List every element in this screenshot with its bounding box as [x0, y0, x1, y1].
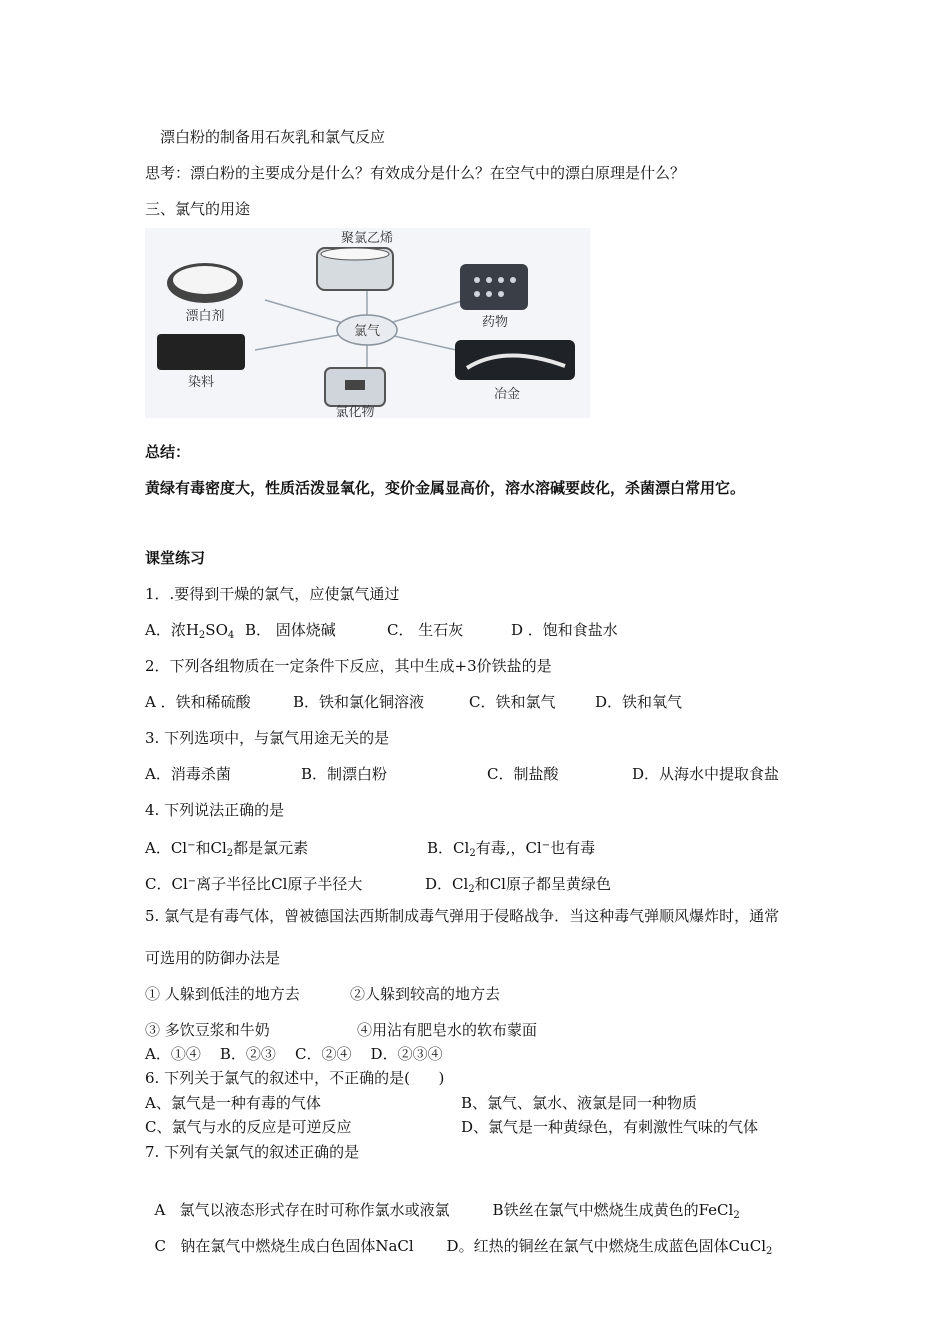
summary-text: 黄绿有毒密度大，性质活泼显氧化，变价金属显高价，溶水溶碱要歧化，杀菌漂白常用它。 — [145, 479, 746, 497]
q3-options — [145, 764, 779, 784]
metallurgy-image — [455, 340, 575, 380]
q5-statement-3: ③ 多饮豆浆和牛奶 — [145, 1021, 270, 1039]
q4-option-b: B．$Cl_2$有毒,，Cl−也有毒 — [427, 839, 596, 859]
q6-options-ab — [145, 1093, 697, 1113]
q1-option-c: C． 生石灰 — [387, 621, 464, 639]
q4-option-c: C．Cl−离子半径比Cl原子半径大 — [145, 875, 363, 893]
q4-options-ab — [145, 836, 595, 864]
practice-title: 课堂练习 — [145, 549, 206, 567]
q7-options-cd — [145, 1216, 772, 1262]
q2-options — [145, 692, 682, 712]
q6-option-b: B、氯气、氯水、液氯是同一种物质 — [461, 1094, 698, 1112]
label-top-left: 漂白剂 — [185, 309, 225, 324]
q5-statement-2: ②人躲到较高的地方去 — [350, 985, 501, 1003]
q2-option-b: B．铁和氯化铜溶液 — [293, 693, 425, 711]
q6-stem: 6. 下列关于氯气的叙述中，不正确的是( ) — [145, 1069, 445, 1087]
q6-option-d: D、氯气是一种黄绿色，有刺激性气味的气体 — [461, 1118, 759, 1136]
label-right: 冶金 — [493, 387, 521, 402]
q6-options-cd — [145, 1117, 758, 1137]
q4-options-cd — [145, 872, 611, 900]
think-question: 思考：漂白粉的主要成分是什么？有效成分是什么？在空气中的漂白原理是什么？ — [145, 164, 686, 182]
q7-option-d: D。红热的铜丝在氯气中燃烧生成蓝色固体CuCl$_2$ — [446, 1237, 773, 1257]
q7-option-b: B铁丝在氯气中燃烧生成黄色的FeCl$_2$ — [492, 1201, 740, 1221]
q1-option-b: B． 固体烧碱 — [245, 621, 336, 639]
q4-option-a: A．Cl−和$Cl_2$都是氯元素 — [145, 839, 309, 859]
label-top: 聚氯乙烯 — [340, 231, 394, 246]
section-heading: 三、氯气的用途 — [145, 200, 251, 218]
chlorine-uses-diagram — [145, 228, 590, 418]
q4-stem: 4. 下列说法正确的是 — [145, 801, 285, 819]
q3-stem: 3. 下列选项中，与氯气用途无关的是 — [145, 729, 390, 747]
q7-stem: 7. 下列有关氯气的叙述正确的是 — [145, 1143, 360, 1161]
q7-option-a: A 氯气以液态形式存在时可称作氯水或液氯 — [154, 1201, 450, 1219]
q5-statement-4: ④用沾有肥皂水的软布蒙面 — [357, 1021, 538, 1039]
q5-stem-continued: 可选用的防御办法是 — [145, 949, 281, 967]
q1-stem: 1．.要得到干燥的氯气，应使氯气通过 — [145, 585, 400, 603]
q5-statements-34 — [145, 1020, 537, 1040]
q1-option-d: D ．饱和食盐水 — [511, 621, 618, 639]
q5-statements-12 — [145, 984, 500, 1004]
q2-option-d: D．铁和氧气 — [595, 693, 683, 711]
label-left: 染料 — [187, 375, 215, 390]
q1-option-a: A．浓$H_2SO_4$ — [145, 621, 235, 641]
intro-line: 漂白粉的制备用石灰乳和氯气反应 — [160, 128, 386, 146]
q3-option-c: C．制盐酸 — [487, 765, 559, 783]
q6-option-a: A、氯气是一种有毒的气体 — [145, 1094, 321, 1112]
q2-option-c: C．铁和氯气 — [469, 693, 556, 711]
summary-title: 总结： — [145, 443, 191, 461]
q5-stem: 5. 氯气是有毒气体，曾被德国法西斯制成毒气弹用于侵略战争．当这种毒气弹顺风爆炸时，通常 — [145, 907, 780, 925]
q5-statement-1: ① 人躲到低洼的地方去 — [145, 985, 300, 1003]
q1-options — [145, 620, 618, 646]
q7-option-c: C 钠在氯气中燃烧生成白色固体NaCl — [154, 1237, 414, 1255]
label-bottom: 氯化物 — [335, 405, 375, 418]
dye-image — [157, 334, 245, 370]
center-label: 氯气 — [353, 324, 381, 339]
q4-option-d: D．$Cl_2$和Cl原子都呈黄绿色 — [425, 875, 611, 895]
q3-option-a: A．消毒杀菌 — [145, 765, 231, 783]
label-top-right: 药物 — [481, 315, 509, 330]
q5-choices: A．①④ B．②③ C．②④ D．②③④ — [145, 1045, 443, 1063]
q3-option-d: D．从海水中提取食盐 — [632, 765, 780, 783]
q3-option-b: B．制漂白粉 — [301, 765, 388, 783]
q2-option-a: A ．铁和稀硫酸 — [145, 693, 251, 711]
medicine-image — [460, 264, 528, 310]
q2-stem: 2．下列各组物质在一定条件下反应，其中生成+3价铁盐的是 — [145, 657, 552, 675]
q6-option-c: C、氯气与水的反应是可逆反应 — [145, 1118, 352, 1136]
